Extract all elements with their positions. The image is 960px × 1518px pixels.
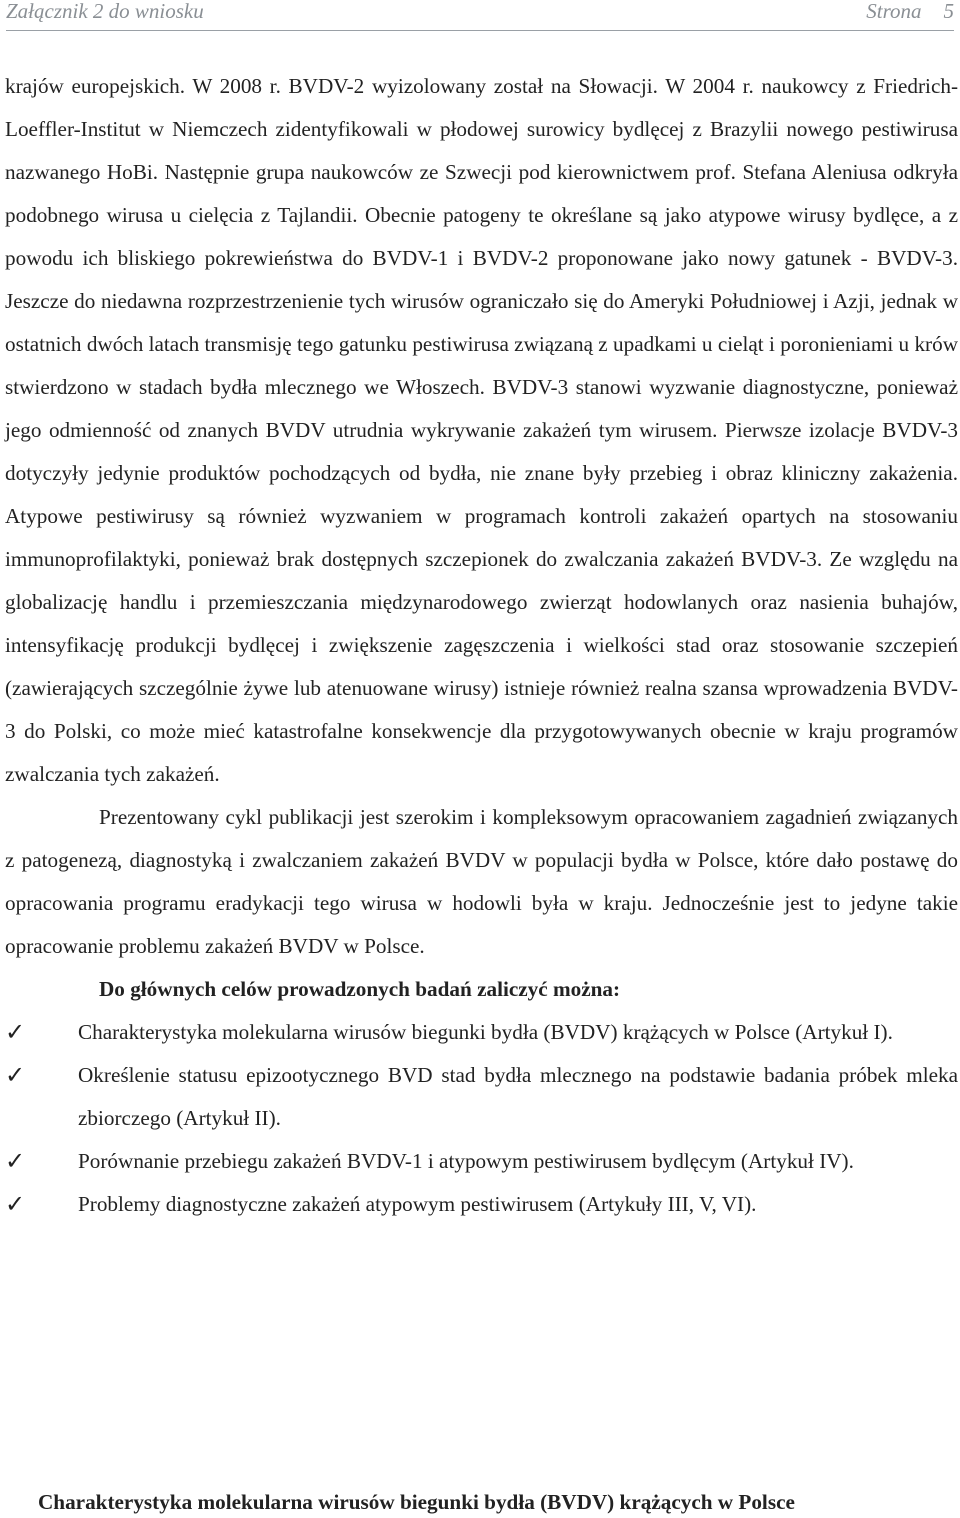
check-icon: ✓ xyxy=(5,1018,26,1046)
goals-list xyxy=(5,1011,958,1226)
goals-heading: Do głównych celów prowadzonych badań zaliczyć można: xyxy=(99,977,621,1001)
goal-text: Określenie statusu epizootycznego BVD stad bydła mlecznego na podstawie badania próbek mleka zbiorczego (Artykuł II). xyxy=(78,1063,958,1130)
goal-text: Problemy diagnostyczne zakażeń atypowym pestiwirusem (Artykuły III, V, VI). xyxy=(78,1192,757,1216)
header-title: Załącznik 2 do wniosku xyxy=(6,0,204,23)
goal-text: Porównanie przebiegu zakażeń BVDV-1 i atypowym pestiwirusem bydlęcym (Artykuł IV). xyxy=(78,1149,854,1173)
goal-item xyxy=(5,1140,958,1183)
paragraph-bvdv3: krajów europejskich. W 2008 r. BVDV-2 wyizolowany został na Słowacji. W 2004 r. naukowcy z Friedrich-Loeffler-Institut w Niemczech zidentyfikowali w płodowej surowicy bydlęcej z Brazylii nowego pestiwirusa nazwanego HoBi. Następnie grupa naukowców ze Szwecji pod kierownictwem prof. Stefana Aleniusa odkryła podobnego wirusa u cielęcia z Tajlandii. Obecnie patogeny te określane są jako atypowe wirusy bydlęce, a z powodu ich bliskiego pokrewieństwa do BVDV-1 i BVDV-2 proponowane jako nowy gatunek - BVDV-3. Jeszcze do niedawna rozprzestrzenienie tych wirusów ograniczało się do Ameryki Południowej i Azji, jednak w ostatnich dwóch latach transmisję tego gatunku pestiwirusa związaną z upadkami u cieląt i poronieniami u krów stwierdzono w stadach bydła mlecznego we Włoszech. BVDV-3 stanowi wyzwanie diagnostyczne, ponieważ jego odmienność od znanych BVDV utrudnia wykrywanie zakażeń tym wirusem. Pierwsze izolacje BVDV-3 dotyczyły jedynie produktów pochodzących od bydła, nie znane były przebieg i obraz kliniczny zakażenia. Atypowe pestiwirusy są również wyzwaniem w programach kontroli zakażeń opartych na stosowaniu immunoprofilaktyki, ponieważ brak dostępnych szczepionek do zwalczania zakażeń BVDV-3. Ze względu na globalizację handlu i przemieszczania międzynarodowego zwierząt hodowlanych oraz nasienia buhajów, intensyfikację produkcji bydlęcej i zwiększenie zagęszczenia i wielkości stad oraz stosowanie szczepień (zawierających szczególnie żywe lub atenuowane wirusy) istnieje również realna szansa wprowadzenia BVDV-3 do Polski, co może mieć katastrofalne konsekwencje dla przygotowywanych obecnie w kraju programów zwalczania tych zakażeń. xyxy=(5,74,958,786)
goal-item xyxy=(5,1183,958,1226)
page-label: Strona xyxy=(866,0,922,23)
goal-item xyxy=(5,1011,958,1054)
check-icon: ✓ xyxy=(5,1147,26,1175)
goal-text: Charakterystyka molekularna wirusów biegunki bydła (BVDV) krążących w Polsce (Artykuł I). xyxy=(78,1020,893,1044)
header-page-indicator xyxy=(866,0,954,24)
check-icon: ✓ xyxy=(5,1061,26,1089)
paragraph-publications: Prezentowany cykl publikacji jest szerokim i kompleksowym opracowaniem zagadnień związanych z patogenezą, diagnostyką i zwalczaniem zakażeń BVDV w populacji bydła w Polsce, które dało postawę do opracowania programu eradykacji tego wirusa w hodowli była w kraju. Jednocześnie jest to jedyne takie opracowanie problemu zakażeń BVDV w Polsce. xyxy=(5,805,958,958)
goal-item xyxy=(5,1054,958,1140)
section-title: Charakterystyka molekularna wirusów biegunki bydła (BVDV) krążących w Polsce xyxy=(38,1490,795,1514)
document-body xyxy=(5,65,958,1226)
check-icon: ✓ xyxy=(5,1190,26,1218)
page-header xyxy=(6,0,954,31)
page-number: 5 xyxy=(943,0,954,23)
